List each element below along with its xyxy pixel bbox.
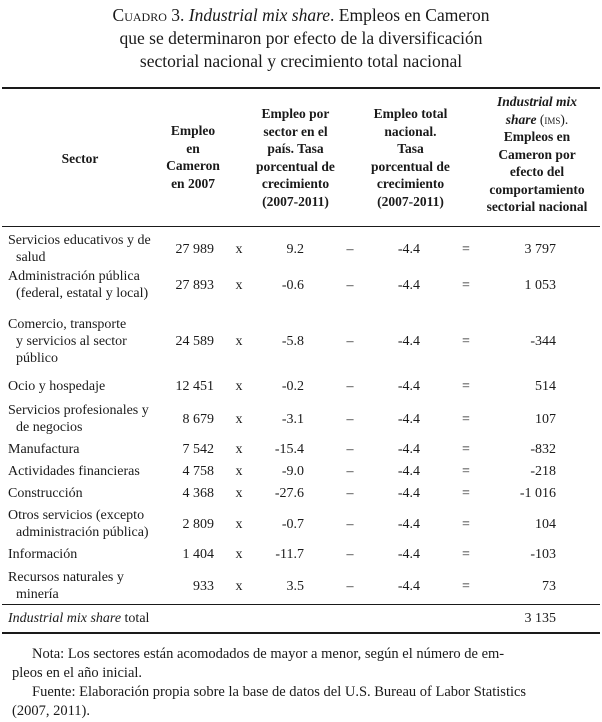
sector-name [8,402,166,436]
times-operator: x [235,547,243,562]
national-rate-value: -4.4 [397,411,420,427]
equals-operator: = [462,411,470,427]
sector-name [8,485,166,502]
table-row [0,441,602,458]
ims-value: -1 016 [519,486,556,501]
sector-name-line: administración pública) [16,525,149,540]
sector-name [8,316,166,367]
title-italic: Industrial mix share [188,5,331,25]
table-row [0,268,602,302]
times-operator: x [235,442,243,457]
header-employment-line: en [186,140,200,156]
sector-rate-value: -27.6 [274,486,304,501]
header-ims-line: Empleos en [503,129,571,144]
times-operator: x [235,277,243,293]
equals-operator: = [462,277,470,293]
note [12,645,596,683]
times-operator: x [235,464,243,479]
dash-operator: – [346,464,354,479]
equals-operator: = [462,547,470,562]
sector-name-line: Otros servicios (excepto [8,508,145,523]
dash-operator: – [346,516,354,532]
title-line-2: que se determinaron por efecto de la diversificación [119,28,483,48]
header-ims-line [474,111,600,129]
sector-rate-value: 3.5 [286,578,304,594]
header-sector-text: Sector [61,151,99,166]
employment-value: 27 989 [175,241,214,257]
national-rate-value: -4.4 [397,516,420,532]
header-national-rate-line: crecimiento [376,176,445,191]
header-ims-line: sectorial nacional [486,199,588,214]
sector-name-line: Actividades financieras [8,464,140,479]
total-label-italic: Industrial mix share [8,611,122,626]
equals-operator: = [462,578,470,594]
ims-value: 514 [535,379,556,394]
header-ims-line: efecto del [509,164,565,179]
header-ims-line [474,93,600,111]
header-ims-italic: Industrial mix [497,94,577,109]
employment-value: 4 368 [182,486,214,501]
total-label-rest: total [121,611,150,626]
header-sector-rate [243,105,348,210]
times-operator: x [235,486,243,501]
sector-rate-value: -11.7 [275,547,304,562]
ims-value: 73 [542,578,556,594]
ims-value: 104 [535,516,556,532]
sector-name-line: Recursos naturales y [8,570,124,585]
dash-operator: – [346,578,354,594]
times-operator: x [235,411,243,427]
header-national-rate-line: nacional. [384,123,437,139]
employment-value: 27 893 [175,277,214,293]
employment-value: 4 758 [182,464,214,479]
national-rate-value: -4.4 [397,486,420,501]
table-row [0,569,602,603]
header-sector-rate-line: (2007-2011) [262,193,329,209]
note-line: pleos en el año inicial. [12,665,143,681]
header-national-rate-line: Empleo total [373,106,448,121]
sector-name-line: Servicios profesionales y [8,403,149,418]
title-line-1 [0,4,602,27]
sector-name [8,268,166,302]
header-national-rate-line: (2007-2011) [377,193,444,209]
table-row [0,232,602,266]
title-line-3: sectorial nacional y crecimiento total nacional [139,51,463,71]
equals-operator: = [462,442,470,457]
header-sector-rate-line: país. Tasa [267,141,324,156]
dash-operator: – [346,379,354,394]
header-ims-italic: share [505,111,537,127]
table-row [0,316,602,367]
equals-operator: = [462,379,470,394]
header-employment-line: en 2007 [171,175,215,191]
ims-value: -103 [530,547,556,562]
sector-name [8,232,166,266]
sector-name-line: Servicios educativos y de [8,233,151,248]
note-line: Nota: Los sectores están acomodados de mayor a menor, según el número de em- [32,646,505,662]
sector-name-line: salud [16,250,46,265]
equals-operator: = [462,241,470,257]
ims-value: 3 797 [524,241,556,257]
equals-operator: = [462,516,470,532]
sector-name-line: Comercio, transporte [8,317,127,332]
total-label [8,611,149,627]
header-employment [158,122,228,192]
total-value: 3 135 [524,611,556,626]
sector-name-line: Administración pública [8,269,140,284]
header-ims-line: comportamiento [489,181,585,197]
equals-operator: = [462,334,470,349]
header-employment-line: Empleo [170,123,216,138]
header-sector-rate-line: Empleo por [261,106,330,121]
employment-value: 933 [193,578,214,594]
sector-name-line: Información [8,547,78,562]
sector-rate-value: -0.6 [281,277,304,293]
sector-rate-value: -0.7 [281,516,304,532]
header-employment-line: Cameron [166,158,220,173]
source-line: (2007, 2011). [12,703,90,719]
ims-value: -218 [530,464,556,479]
header-sector [40,150,120,168]
dash-operator: – [346,486,354,501]
sector-name-line: público [16,351,58,366]
sector-name [8,507,166,541]
header-ims [474,93,600,216]
sector-name [8,546,166,563]
header-national-rate-line: Tasa [397,141,424,156]
employment-value: 1 404 [182,547,214,562]
national-rate-value: -4.4 [397,241,420,257]
table-row [0,378,602,395]
dash-operator: – [346,334,354,349]
employment-value: 2 809 [182,516,214,532]
table-row [0,546,602,563]
times-operator: x [235,241,243,257]
sector-rate-value: -5.8 [281,334,304,349]
source [12,683,596,721]
bottom-rule [2,632,600,634]
sector-rate-value: -15.4 [274,442,304,457]
sector-name-line: minería [16,587,59,602]
sector-name [8,441,166,458]
times-operator: x [235,379,243,394]
table-row [0,485,602,502]
header-ims-abbrev: (ims). [539,111,569,127]
table-row [0,463,602,480]
sector-name-line: Construcción [8,486,83,501]
header-sector-rate-line: sector en el [263,123,328,139]
times-operator: x [235,516,243,532]
national-rate-value: -4.4 [397,277,420,293]
dash-operator: – [346,277,354,293]
header-sector-rate-line: porcentual de [256,158,335,174]
sector-rate-value: 9.2 [286,241,304,257]
header-national-rate-line: porcentual de [371,158,450,174]
employment-value: 24 589 [175,334,214,349]
table-title [0,4,602,73]
sector-name [8,378,166,395]
times-operator: x [235,334,243,349]
title-line1-rest: . Empleos en Cameron [330,5,490,25]
sector-name [8,569,166,603]
national-rate-value: -4.4 [397,547,420,562]
ims-value: 1 053 [524,277,556,293]
ims-value: -832 [530,442,556,457]
sector-name [8,463,166,480]
dash-operator: – [346,547,354,562]
table-row [0,507,602,541]
times-operator: x [235,578,243,594]
equals-operator: = [462,464,470,479]
sector-name-line: (federal, estatal y local) [16,286,149,301]
total-rule [2,604,600,605]
sector-name-line: de negocios [16,420,83,435]
national-rate-value: -4.4 [397,379,420,394]
sector-name-line: Manufactura [8,442,80,457]
dash-operator: – [346,442,354,457]
dash-operator: – [346,241,354,257]
sector-rate-value: -9.0 [281,464,304,479]
source-line: Fuente: Elaboración propia sobre la base de datos del U.S. Bureau of Labor Statistics [32,684,527,700]
header-national-rate [358,105,463,210]
national-rate-value: -4.4 [397,578,420,594]
top-rule [2,87,600,89]
dash-operator: – [346,411,354,427]
title-label: Cuadro 3. [112,5,185,25]
employment-value: 8 679 [182,411,214,427]
employment-value: 7 542 [182,442,214,457]
table-row [0,402,602,436]
sector-rate-value: -0.2 [281,379,304,394]
header-rule [2,226,600,227]
sector-name-line: y servicios al sector [16,334,127,349]
national-rate-value: -4.4 [397,334,420,349]
sector-rate-value: -3.1 [281,411,304,427]
employment-value: 12 451 [175,379,214,394]
sector-name-line: Ocio y hospedaje [8,379,106,394]
ims-value: -344 [530,334,556,349]
national-rate-value: -4.4 [397,442,420,457]
header-ims-line: Cameron por [498,146,576,162]
header-sector-rate-line: crecimiento [261,176,330,191]
national-rate-value: -4.4 [397,464,420,479]
equals-operator: = [462,486,470,501]
ims-value: 107 [535,411,556,427]
